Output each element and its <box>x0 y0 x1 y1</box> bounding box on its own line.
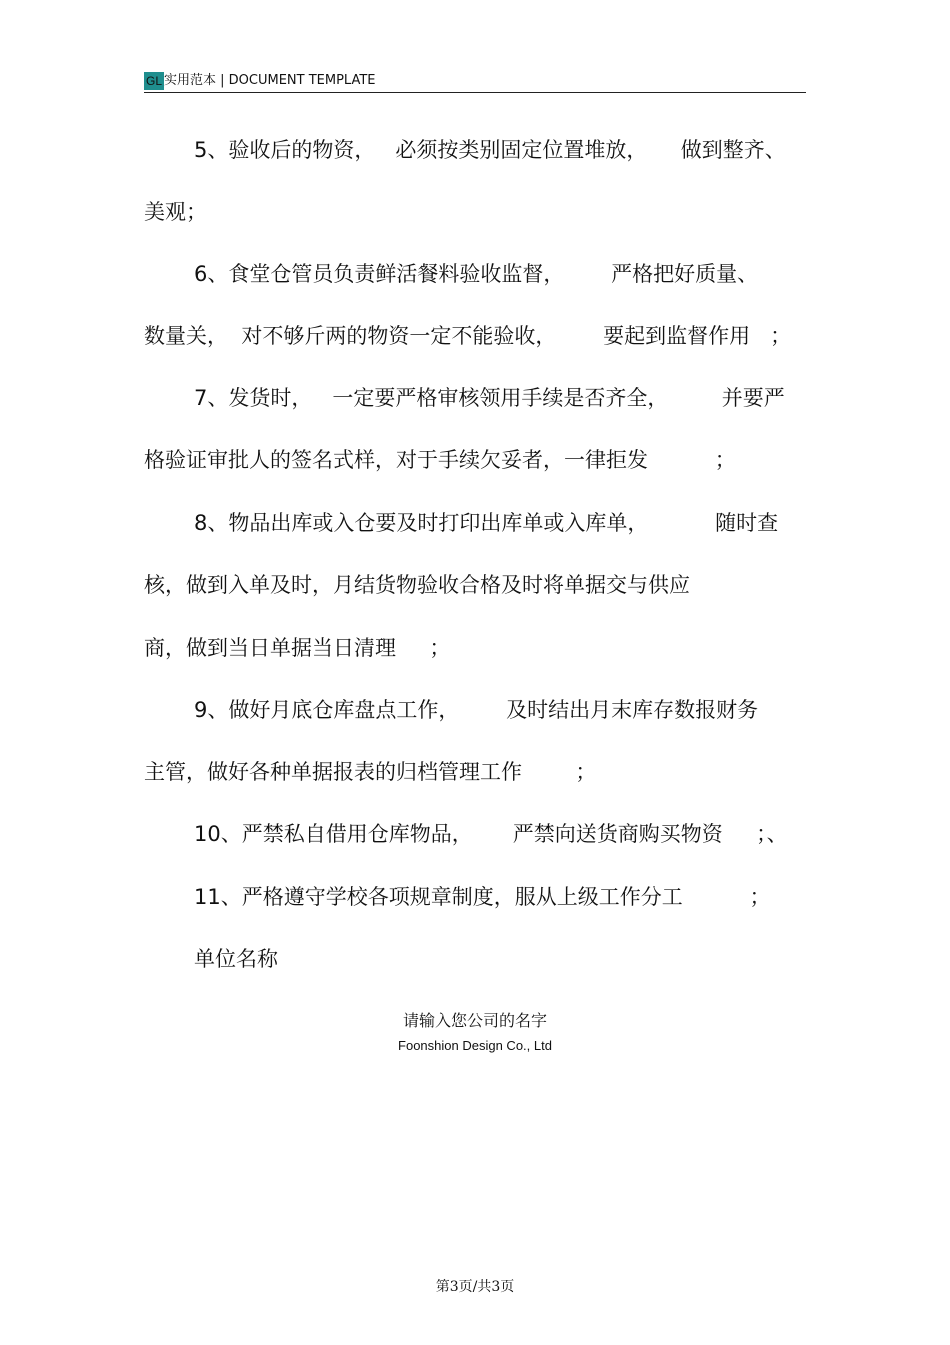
body-line-2: 美观； <box>144 200 207 224</box>
gl-logo: GL <box>145 74 162 88</box>
body-line-14: 单位名称 <box>194 947 278 971</box>
body-line-7: 8、物品出库或入仓要及时打印出库单或入库单， 随时查 <box>194 511 779 535</box>
body-line-5: 7、发货时， 一定要严格审核领用手续是否齐全， 并要严 <box>194 386 785 410</box>
header-divider <box>144 92 806 93</box>
body-line-9: 商，做到当日单据当日清理 ； <box>144 636 451 660</box>
page-number: 第3页/共3页 <box>435 1279 515 1295</box>
body-line-11: 主管，做好各种单据报表的归档管理工作 ； <box>144 760 597 784</box>
header-title: 实用范本 | DOCUMENT TEMPLATE <box>164 73 376 88</box>
body-line-1: 5、验收后的物资， 必须按类别固定位置堆放， 做到整齐、 <box>194 138 786 162</box>
body-line-6: 格验证审批人的签名式样，对于手续欠妥者，一律拒发 ； <box>144 448 736 472</box>
body-line-4: 数量关， 对不够斤两的物资一定不能验收， 要起到监督作用 ； <box>144 324 792 348</box>
body-line-12: 10、严禁私自借用仓库物品， 严禁向送货商购买物资 ；、 <box>194 822 788 846</box>
body-line-3: 6、食堂仓管员负责鲜活餐料验收监督， 严格把好质量、 <box>194 262 759 286</box>
body-line-10: 9、做好月底仓库盘点工作， 及时结出月末库存数报财务 <box>194 698 759 722</box>
company-name-en: Foonshion Design Co., Ltd <box>398 1038 552 1053</box>
body-line-8: 核，做到入单及时，月结货物验收合格及时将单据交与供应 <box>144 573 690 597</box>
document-header <box>144 70 806 92</box>
body-line-13: 11、严格遵守学校各项规章制度，服从上级工作分工 ； <box>194 885 771 909</box>
company-name-cn: 请输入您公司的名字 <box>402 1011 547 1030</box>
